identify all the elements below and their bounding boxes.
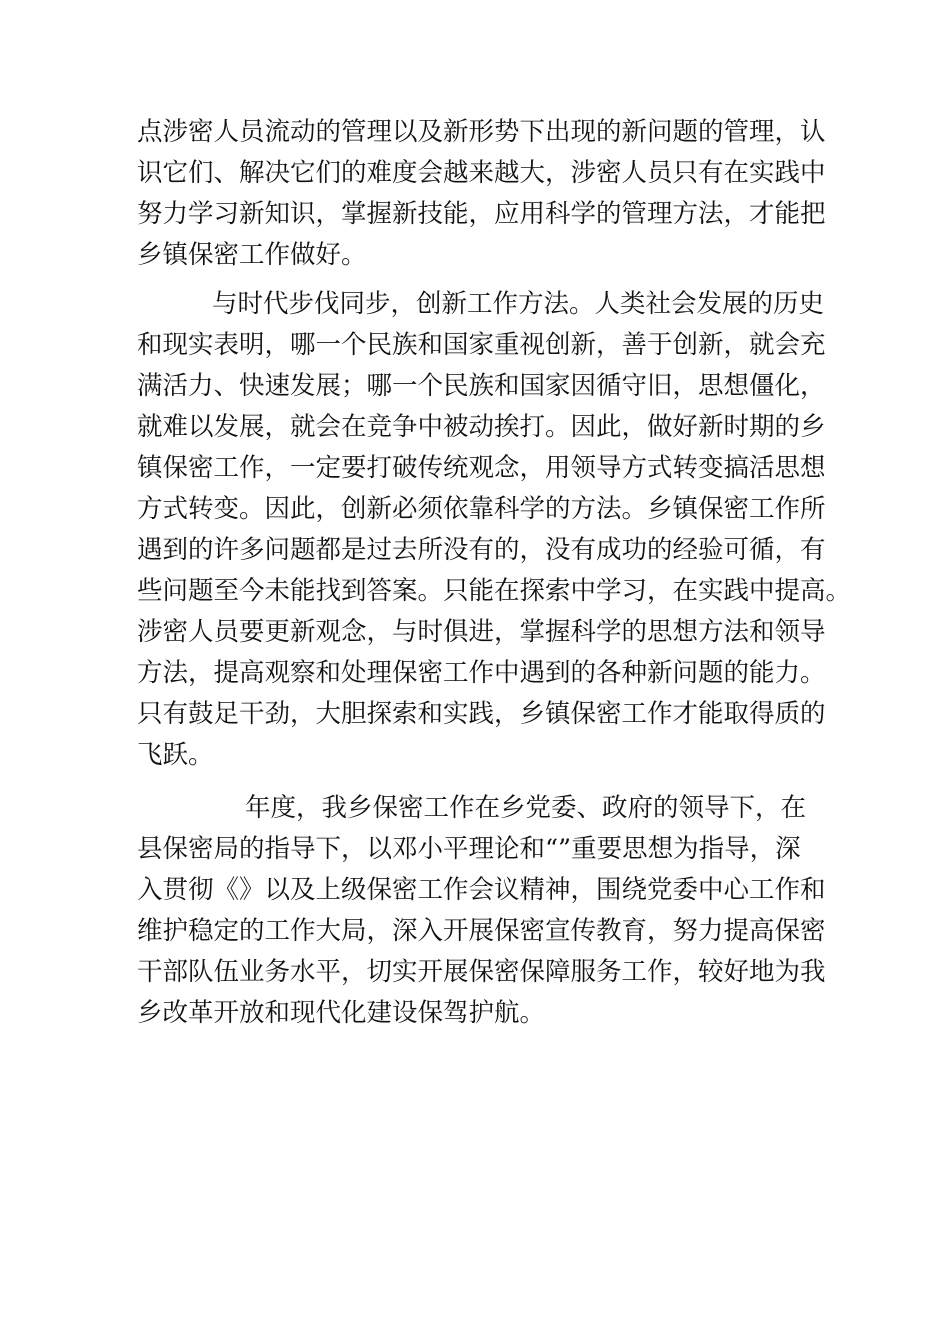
text-line: 乡镇保密工作做好。 — [137, 240, 367, 270]
text-line: 与时代步伐同步，创新工作方法。人类社会发展的历史 — [212, 289, 825, 319]
text-line: 镇保密工作，一定要打破传统观念，用领导方式转变搞活思想 — [137, 453, 826, 483]
text-line: 乡改革开放和现代化建设保驾护航。 — [137, 998, 546, 1028]
document-body — [137, 112, 852, 1034]
paragraph-3 — [137, 788, 837, 1034]
paragraph-2 — [137, 284, 852, 776]
text-line: 遇到的许多问题都是过去所没有的，没有成功的经验可循，有 — [137, 535, 826, 565]
text-line: 点涉密人员流动的管理以及新形势下出现的新问题的管理，认 — [137, 117, 826, 147]
paragraph-1 — [137, 112, 837, 276]
text-line: 些问题至今未能找到答案。只能在探索中学习，在实践中提高。 — [137, 576, 852, 606]
text-line: 和现实表明，哪一个民族和国家重视创新，善于创新，就会充 — [137, 330, 826, 360]
text-line: 努力学习新知识，掌握新技能，应用科学的管理方法，才能把 — [137, 199, 826, 229]
text-line: 满活力、快速发展；哪一个民族和国家因循守旧，思想僵化， — [137, 371, 826, 401]
text-line: 干部队伍业务水平，切实开展保密保障服务工作，较好地为我 — [137, 957, 826, 987]
text-line: 县保密局的指导下，以邓小平理论和“”重要思想为指导，深 — [137, 834, 801, 864]
text-line: 维护稳定的工作大局，深入开展保密宣传教育，努力提高保密 — [137, 916, 826, 946]
text-line: 方法，提高观察和处理保密工作中遇到的各种新问题的能力。 — [137, 658, 826, 688]
text-line: 就难以发展，就会在竞争中被动挨打。因此，做好新时期的乡 — [137, 412, 826, 442]
text-line: 识它们、解决它们的难度会越来越大，涉密人员只有在实践中 — [137, 158, 826, 188]
text-line: 只有鼓足干劲，大胆探索和实践，乡镇保密工作才能取得质的 — [137, 699, 826, 729]
text-line: 飞跃。 — [137, 740, 214, 770]
text-line: 年度，我乡保密工作在乡党委、政府的领导下，在 — [245, 793, 807, 823]
text-line: 入贯彻《》以及上级保密工作会议精神，围绕党委中心工作和 — [137, 875, 826, 905]
text-line: 涉密人员要更新观念，与时俱进，掌握科学的思想方法和领导 — [137, 617, 826, 647]
text-line: 方式转变。因此，创新必须依靠科学的方法。乡镇保密工作所 — [137, 494, 826, 524]
